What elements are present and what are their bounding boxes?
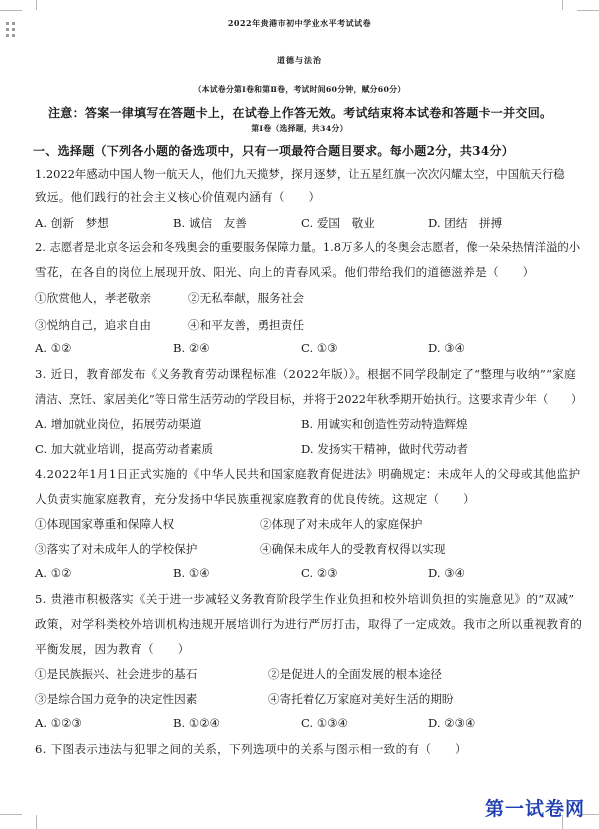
question-5-line: 5. 贵港市积极落实《关于进一步减轻义务教育阶段学生作业负担和校外培训负担的实施意见》的“双减” <box>35 592 575 606</box>
question-1-line: 致远。他们践行的社会主义核心价值观内涵有（ ） <box>35 190 321 204</box>
statement-2: ②体现了对未成年人的家庭保护 <box>260 517 423 531</box>
question-3-line: 3. 近日，教育部发布《义务教育劳动课程标准（2022年版）》。根据不同学段制定了“整理与收纳”“家庭 <box>35 367 577 381</box>
option-c: C. 爱国 敬业 <box>301 216 375 230</box>
exam-title: 2022年贵港市初中学业水平考试试卷 <box>227 18 372 28</box>
question-6-line: 6. 下图表示违法与犯罪之间的关系，下列选项中的关系与图示相一致的有（ ） <box>35 742 467 756</box>
crop-mark <box>577 10 599 11</box>
option-a: A. ①② <box>35 566 72 580</box>
option-c: C. ②③ <box>301 566 338 580</box>
question-5-line: 平衡发展，因为教育（ ） <box>35 642 190 656</box>
question-4-line: 4.2022年1月1日正式实施的《中华人民共和国家庭教育促进法》明确规定：未成年人的父母或其他监护 <box>35 467 581 481</box>
question-2-line: 雪花，在各自的岗位上展现开放、阳光、向上的青春风采。他们带给我们的道德滋养是（ ） <box>35 265 535 279</box>
crop-mark <box>22 0 37 10</box>
statement-4: ④和平友善，勇担责任 <box>188 318 304 332</box>
question-5-line: 政策，对学科类校外培训机构违规开展培训行为进行严厉打击，取得了一定成效。我市之所以重视教育的 <box>35 617 583 631</box>
question-4-line: 人负责实施家庭教育，充分发扬中华民族重视家庭教育的优良传统。这规定（ ） <box>35 492 476 506</box>
option-b: B. ②④ <box>173 341 210 355</box>
statement-1: ①体现国家尊重和保障人权 <box>35 517 175 531</box>
statement-2: ②无私奉献，服务社会 <box>188 291 304 305</box>
notice: 注意：答案一律填写在答题卡上，在试卷上作答无效。考试结束将本试卷和答题卡一并交回。 <box>48 106 553 120</box>
option-d: D. ②③④ <box>428 716 476 730</box>
option-d: D. 发扬实干精神，做时代劳动者 <box>301 442 468 456</box>
crop-mark <box>562 0 577 10</box>
crop-mark <box>0 10 22 11</box>
statement-3: ③是综合国力竞争的决定性因素 <box>35 692 198 706</box>
option-c: C. ①③ <box>301 341 338 355</box>
statement-3: ③落实了对未成年人的学校保护 <box>35 542 198 556</box>
question-3-line: 清洁、烹饪、家居美化”等日常生活劳动的学段目标，并将于2022年秋季期开始执行。这要求青少年（ ） <box>35 392 583 406</box>
section-heading: 一、选择题（下列各小题的备选项中，只有一项最符合题目要求。每小题2分，共34分） <box>33 144 515 158</box>
option-d: D. ③④ <box>428 341 466 355</box>
statement-4: ④寄托着亿万家庭对美好生活的期盼 <box>268 692 454 706</box>
option-d: D. 团结 拼搏 <box>428 216 503 230</box>
option-b: B. 用诚实和创造性劳动特造辉煌 <box>301 417 468 431</box>
subject-title: 道德与法治 <box>277 55 322 65</box>
option-c: C. 加大就业培训，提高劳动者素质 <box>35 442 214 456</box>
crop-mark <box>0 814 22 815</box>
option-b: B. 诚信 友善 <box>173 216 247 230</box>
option-a: A. ①②③ <box>35 716 82 730</box>
exam-info: （本试卷分第Ⅰ卷和第Ⅱ卷，考试时间60分钟，赋分60分） <box>193 85 406 94</box>
statement-4: ④确保未成年人的受教育权得以实现 <box>260 542 446 556</box>
option-a: A. 增加就业岗位，拓展劳动渠道 <box>35 417 202 431</box>
statement-1: ①是民族振兴、社会进步的基石 <box>35 667 198 681</box>
option-d: D. ③④ <box>428 566 466 580</box>
option-b: B. ①④ <box>173 566 210 580</box>
option-a: A. ①② <box>35 341 72 355</box>
crop-mark <box>22 815 37 829</box>
statement-1: ①欣赏他人，孝老敬亲 <box>35 291 151 305</box>
option-a: A. 创新 梦想 <box>35 216 109 230</box>
option-b: B. ①②④ <box>173 716 221 730</box>
part-heading: 第Ⅰ卷（选择题，共34分） <box>251 124 348 133</box>
statement-3: ③悦纳自己，追求自由 <box>35 318 151 332</box>
statement-2: ②是促进人的全面发展的根本途径 <box>268 667 442 681</box>
option-c: C. ①③④ <box>301 716 349 730</box>
question-2-line: 2. 志愿者是北京冬运会和冬残奥会的重要服务保障力量。1.8万多人的冬奥会志愿者，像一朵朵热情洋溢的小 <box>35 240 581 254</box>
site-watermark: 第一试卷网 <box>484 798 585 820</box>
question-1-line: 1.2022年感动中国人物一航天人，他们九天揽梦，探月逐梦，让五星红旗一次次闪耀太空，中国航天行稳 <box>35 167 565 181</box>
